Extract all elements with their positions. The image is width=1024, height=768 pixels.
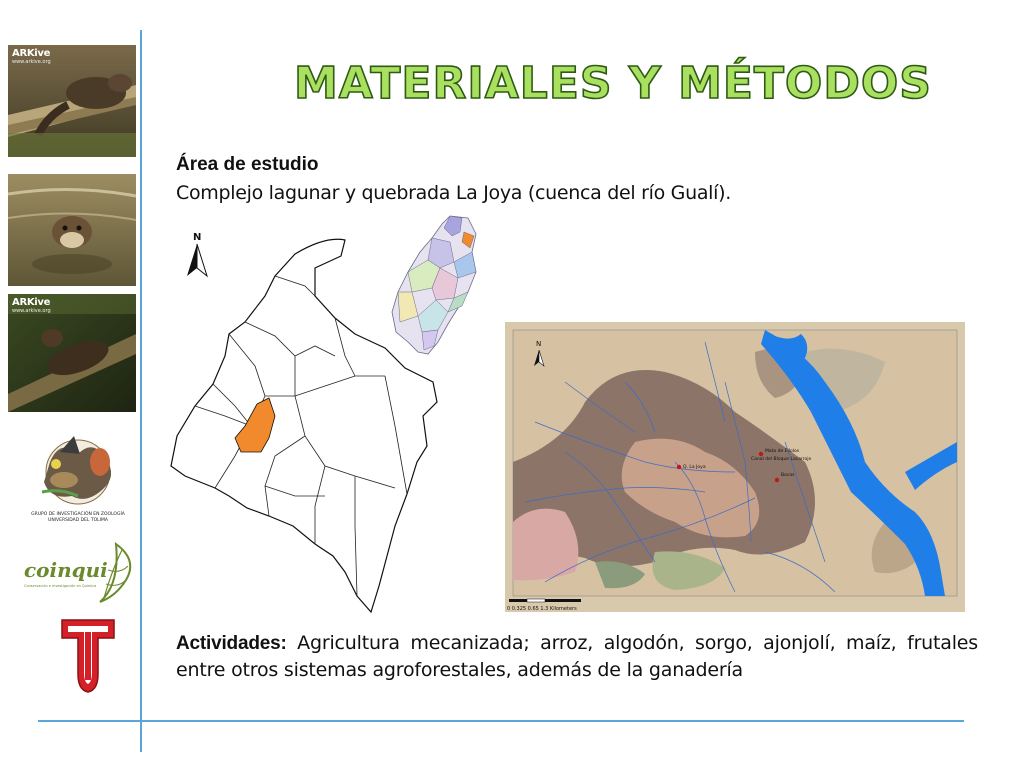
otter-photo-2	[8, 174, 136, 286]
arkive-url: www.arkive.org	[12, 59, 51, 65]
la-joya-marker	[677, 465, 681, 469]
mata-marker	[759, 452, 763, 456]
map-scale-bar	[505, 596, 635, 614]
bocas-marker	[775, 478, 779, 482]
north-label: N	[193, 232, 202, 243]
canal-label: Canal del Bloque Lacarroje	[751, 457, 812, 462]
arkive-watermark: ARKive	[12, 48, 51, 59]
activities-text: Agricultura mecanizada; arroz, algodón, sorgo, ajonjolí, maíz, frutales entre otros sistemas agroforestales, además de la ganadería	[176, 632, 978, 681]
arkive-watermark-2: ARKive	[12, 297, 51, 308]
coinqui-logo	[20, 540, 146, 608]
study-area-heading: Área de estudio	[176, 154, 319, 175]
la-joya-label: Q. La Joya	[683, 465, 706, 470]
scale-label: 0 0.325 0.65 1.3 Kilometers	[507, 606, 577, 612]
coinqui-subtitle: Conservación e Investigación en Química	[24, 584, 97, 588]
horizontal-rule	[38, 720, 964, 722]
otter-photo-3	[8, 294, 136, 412]
grupo-caption-1: GRUPO DE INVESTIGACIÓN EN ZOOLOGÍA	[31, 512, 125, 517]
arkive-url-2: www.arkive.org	[12, 308, 51, 314]
zoology-animals-emblem	[20, 432, 136, 508]
study-area-description: Complejo lagunar y quebrada La Joya (cuenca del río Gualí).	[176, 182, 731, 204]
north-arrow-icon	[187, 232, 207, 276]
activities-paragraph	[176, 630, 978, 684]
big-map-north-label: N	[536, 340, 542, 348]
la-joya-topographic-map	[505, 322, 965, 612]
ut-university-logo	[60, 618, 116, 698]
sidebar	[8, 0, 138, 768]
slide-title: MATERIALES Y MÉTODOS	[294, 58, 932, 109]
bocas-label: Bocas	[781, 473, 795, 478]
otter-photo-1	[8, 45, 136, 157]
tolima-department-map	[388, 212, 498, 362]
mata-label: Mata de Ellolos	[765, 449, 800, 454]
coinqui-wordmark: coinqui	[24, 558, 108, 582]
grupo-caption-2: UNIVERSIDAD DEL TOLIMA	[48, 518, 108, 523]
activities-label: Actividades:	[176, 633, 287, 654]
vertical-rule	[140, 30, 142, 752]
zoology-group-logo	[20, 432, 136, 524]
